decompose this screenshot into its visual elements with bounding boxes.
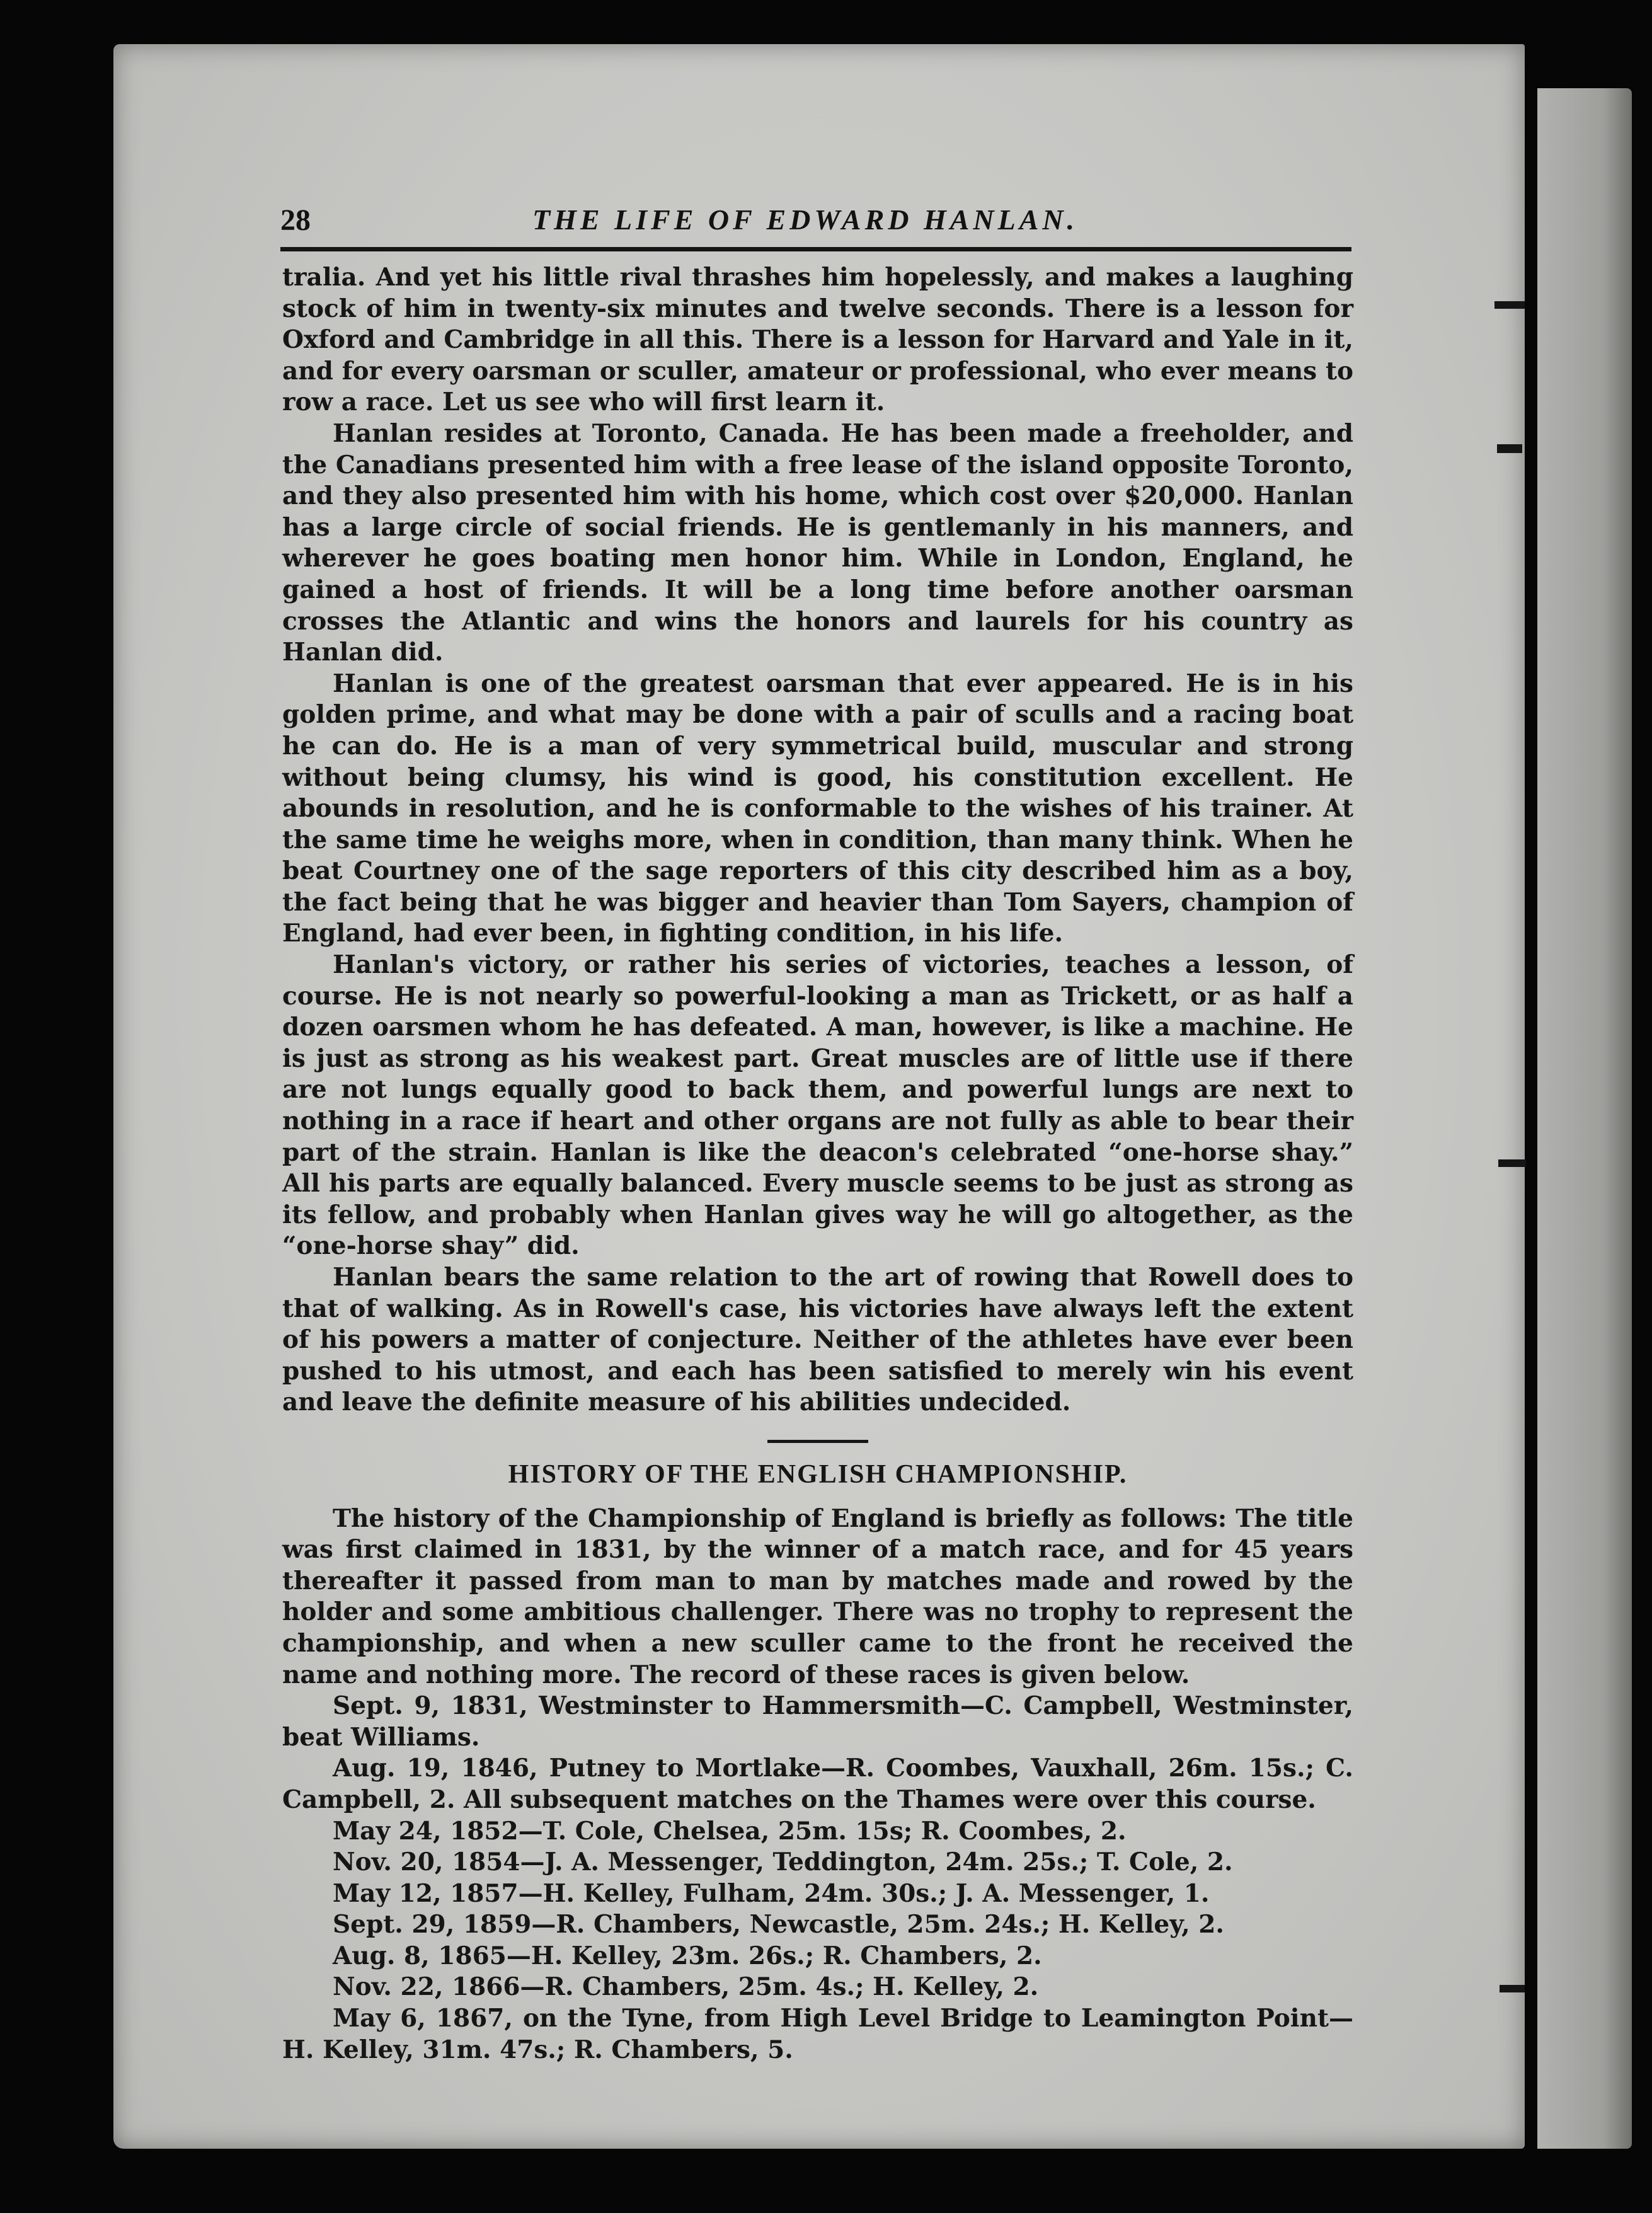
paragraph-greatest-oarsman: Hanlan is one of the greatest oarsman that ever appeared. He is in his golden prime, and what may be done with a pair of sculls and a racing boat he can do. He is a man of very symmetrical build, muscular and strong without being clumsy, his wind is good, his constitution excellent. He abounds in resolution, and he is conformable to the wishes of his trainer. At the same time he weighs more, when in condition, than many think. When he beat Courtney one of the sage reporters of this city described him as a boy, the fact being that he was bigger and heavier than Tom Sayers, champion of England, had ever been, in fighting condition, in his life.: [282, 669, 1353, 948]
list-item: May 24, 1852—T. Cole, Chelsea, 25m. 15s; R. Coombes, 2.: [333, 1816, 1127, 1846]
list-item: May 12, 1857—H. Kelley, Fulham, 24m. 30s.; J. A. Messenger, 1.: [333, 1878, 1210, 1908]
paragraph-continuation: tralia. And yet his little rival thrashes him hopelessly, and makes a laughing stock of him in twenty-six minutes and twelve seconds. There is a lesson for Oxford and Cambridge in all this. There is a lesson for Harvard and Yale in it, and for every oarsman or sculler, amateur or professional, who ever means to row a race. Let us see who will first learn it.: [282, 263, 1353, 417]
binding-notch: [1500, 1985, 1525, 1992]
list-item: Nov. 22, 1866—R. Chambers, 25m. 4s.; H. Kelley, 2.: [333, 1972, 1039, 2002]
paragraph-rowell-comparison: Hanlan bears the same relation to the art of rowing that Rowell does to that of walking. As in Rowell's case, his victories have always left the extent of his powers a matter of conjecture. Neither of the athletes have ever been pushed to his utmost, and each has been satisfied to merely win his event and leave the definite measure of his abilities undecided.: [282, 1263, 1353, 1417]
binding-notch: [1494, 301, 1525, 309]
page-body: [282, 262, 1353, 2066]
page-header: [280, 200, 1477, 251]
list-item: Sept. 9, 1831, Westminster to Hammersmith—C. Campbell, Westminster, beat Williams.: [282, 1691, 1353, 1752]
list-item: Nov. 20, 1854—J. A. Messenger, Teddington, 24m. 25s.; T. Cole, 2.: [333, 1848, 1233, 1877]
list-item: Aug. 19, 1846, Putney to Mortlake—R. Coombes, Vauxhall, 26m. 15s.; C. Campbell, 2. All subsequent matches on the Thames were over this course.: [282, 1754, 1353, 1814]
adjacent-page-edge: [1537, 88, 1632, 2149]
section-heading: HISTORY OF THE ENGLISH CHAMPIONSHIP.: [508, 1459, 1128, 1489]
binding-notch: [1498, 1159, 1526, 1167]
list-item: Sept. 29, 1859—R. Chambers, Newcastle, 25m. 24s.; H. Kelley, 2.: [333, 1910, 1225, 1940]
list-item: May 6, 1867, on the Tyne, from High Level Bridge to Leamington Point—H. Kelley, 31m. 47s.; R. Chambers, 5.: [282, 2004, 1353, 2064]
section-divider: [767, 1440, 868, 1443]
paragraph-residence: Hanlan resides at Toronto, Canada. He has been made a freeholder, and the Canadians presented him with a free lease of the island opposite Toronto, and they also presented him with his home, which cost over $20,000. Hanlan has a large circle of social friends. He is gentlemanly in his manners, and wherever he goes boating men honor him. While in London, England, he gained a host of friends. It will be a long time before another oarsman crosses the Atlantic and wins the honors and laurels for his country as Hanlan did.: [282, 418, 1353, 667]
page-number: 28: [280, 204, 311, 237]
paragraph-victory-lesson: Hanlan's victory, or rather his series of victories, teaches a lesson, of course. He is not nearly so powerful-looking a man as Trickett, or as half a dozen oarsmen whom he has defeated. A man, however, is like a machine. He is just as strong as his weakest part. Great muscles are of little use if there are not lungs equally good to back them, and powerful lungs are next to nothing in a race if heart and other organs are not fully as able to bear their part of the strain. Hanlan is like the deacon's celebrated “one-horse shay.” All his parts are equally balanced. Every muscle seems to be just as strong as its fellow, and probably when Hanlan gives way he will go altogether, as the “one-horse shay” did.: [282, 950, 1353, 1261]
running-title: THE LIFE OF EDWARD HANLAN.: [532, 204, 1079, 236]
list-item: Aug. 8, 1865—H. Kelley, 23m. 26s.; R. Chambers, 2.: [333, 1941, 1042, 1970]
binding-notch: [1497, 444, 1522, 453]
race-record-list: [282, 1691, 1353, 2066]
header-rule: [280, 247, 1351, 251]
section-intro: The history of the Championship of England is briefly as follows: The title was first claimed in 1831, by the winner of a match race, and for 45 years thereafter it passed from man to man by matches made and rowed by the holder and some ambitious challenger. There was no trophy to represent the championship, and when a new sculler came to the front he received the name and nothing more. The record of these races is given below.: [282, 1503, 1353, 1689]
